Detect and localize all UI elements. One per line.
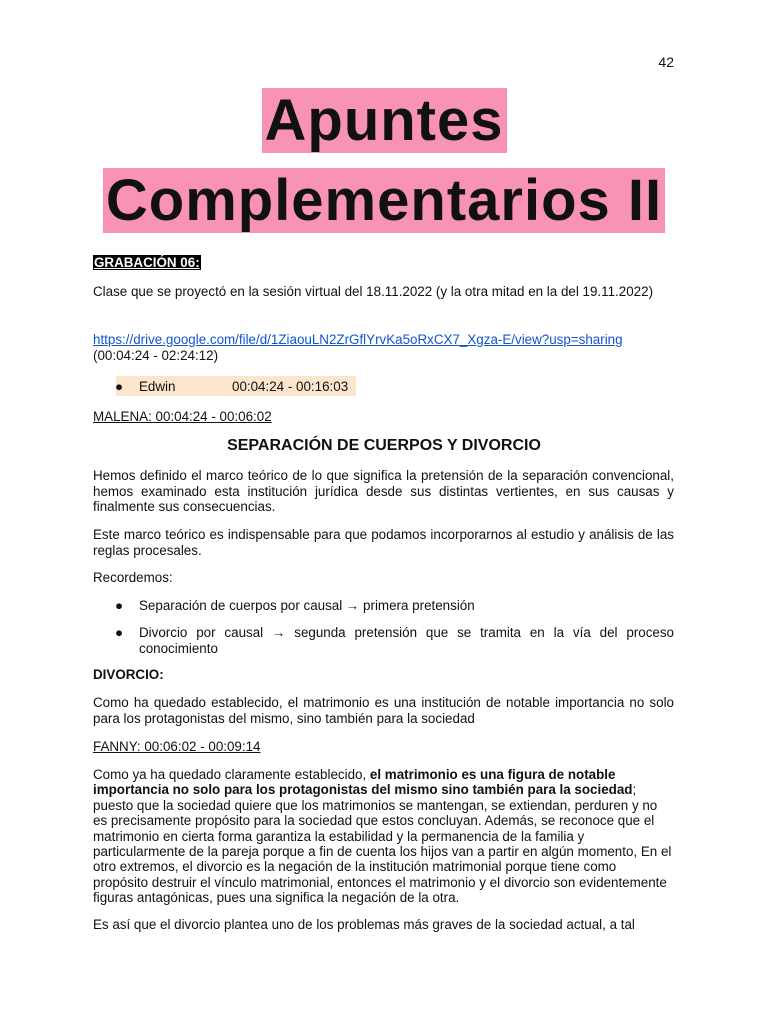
paragraph-5 <box>93 917 674 933</box>
paragraph-3 <box>93 695 674 726</box>
recording-label: GRABACIÓN 06: <box>94 255 200 270</box>
link-block <box>93 332 674 363</box>
bullet-item-2 <box>93 625 674 659</box>
title-line-1 <box>0 87 768 155</box>
paragraph-4-pre: Como ya ha quedado claramente establecido, <box>93 767 370 782</box>
paragraph-4-bold: el matrimonio es una figura de notable importancia no solo para los protagonistas del mismo sino también para la sociedad <box>93 767 633 798</box>
paragraph-2-text: Este marco teórico es indispensable para que podamos incorporarnos al estudio y análisis de las reglas procesales. <box>93 527 674 558</box>
malena-label: MALENA: 00:04:24 - 00:06:02 <box>93 409 272 424</box>
speaker-name: Edwin <box>139 379 176 394</box>
bullet-icon: ● <box>115 379 124 394</box>
fanny-label: FANNY: 00:06:02 - 00:09:14 <box>93 739 261 754</box>
session-paragraph <box>93 284 674 300</box>
title-text-2: Complementarios II <box>103 168 665 233</box>
paragraph-5-text: Es así que el divorcio plantea uno de los problemas más graves de la sociedad actual, a tal <box>93 917 635 932</box>
speaker-list-item <box>93 379 674 397</box>
paragraph-2 <box>93 527 674 558</box>
bullet-item-1 <box>93 598 674 616</box>
paragraph-4 <box>93 767 674 906</box>
bullet-icon: ● <box>115 625 124 640</box>
drive-link[interactable]: https://drive.google.com/file/d/1ZiaouLN2ZrGflYrvKa5oRxCX7_Xgza-E/view?usp=sharing <box>93 332 623 347</box>
paragraph-4-text <box>93 767 674 906</box>
divorcio-row <box>93 667 674 683</box>
paragraph-1 <box>93 468 674 515</box>
paragraph-4-post: ; puesto que la sociedad quiere que los matrimonios se mantengan, se extiendan, perduren y no es precisamente propósito para la sociedad que estos concluyan. Además, se reconoce que el matrimonio en cierta forma garantiza la estabilidad y la permanencia de la familia y particularmente de la pareja porque a fin de cuenta los hijos van a partir en algún momento, En el otro extremos, el divorcio es la negación de la institución matrimonial porque tiene como propósito destruir el vínculo matrimonial, entonces el matrimonio y el divorcio son evidentemente figuras antagónicas, pues una significa la negación de la otra. <box>93 782 672 906</box>
section-heading: SEPARACIÓN DE CUERPOS Y DIVORCIO <box>227 437 541 454</box>
divorcio-label: DIVORCIO: <box>93 667 164 682</box>
bullet-icon: ● <box>115 598 124 613</box>
page-number: 42 <box>658 54 674 70</box>
speaker-time: 00:04:24 - 00:16:03 <box>232 379 349 394</box>
recordemos-text: Recordemos: <box>93 570 173 585</box>
title-text-1: Apuntes <box>262 88 507 153</box>
recordemos-row <box>93 570 674 586</box>
fanny-row <box>93 739 674 755</box>
paragraph-3-text: Como ha quedado establecido, el matrimonio es una institución de notable importancia no solo para los protagonistas del mismo, sino también para la sociedad <box>93 695 674 726</box>
title-line-2 <box>0 167 768 235</box>
recording-label-row <box>93 255 674 271</box>
paragraph-1-text: Hemos definido el marco teórico de lo que significa la pretensión de la separación convencional, hemos examinado esta institución jurídica desde sus distintas vertientes, en sus causas y finalmente sus consecuencias. <box>93 468 674 514</box>
malena-row <box>93 409 674 425</box>
bullet-text-2: Divorcio por causal → segunda pretensión que se tramita en la vía del proceso conocimiento <box>139 625 674 656</box>
bullet-text-1: Separación de cuerpos por causal → primera pretensión <box>139 598 475 613</box>
time-range: (00:04:24 - 02:24:12) <box>93 347 219 363</box>
session-text: Clase que se proyectó en la sesión virtual del 18.11.2022 (y la otra mitad en la del 19.11.2022) <box>93 284 654 299</box>
